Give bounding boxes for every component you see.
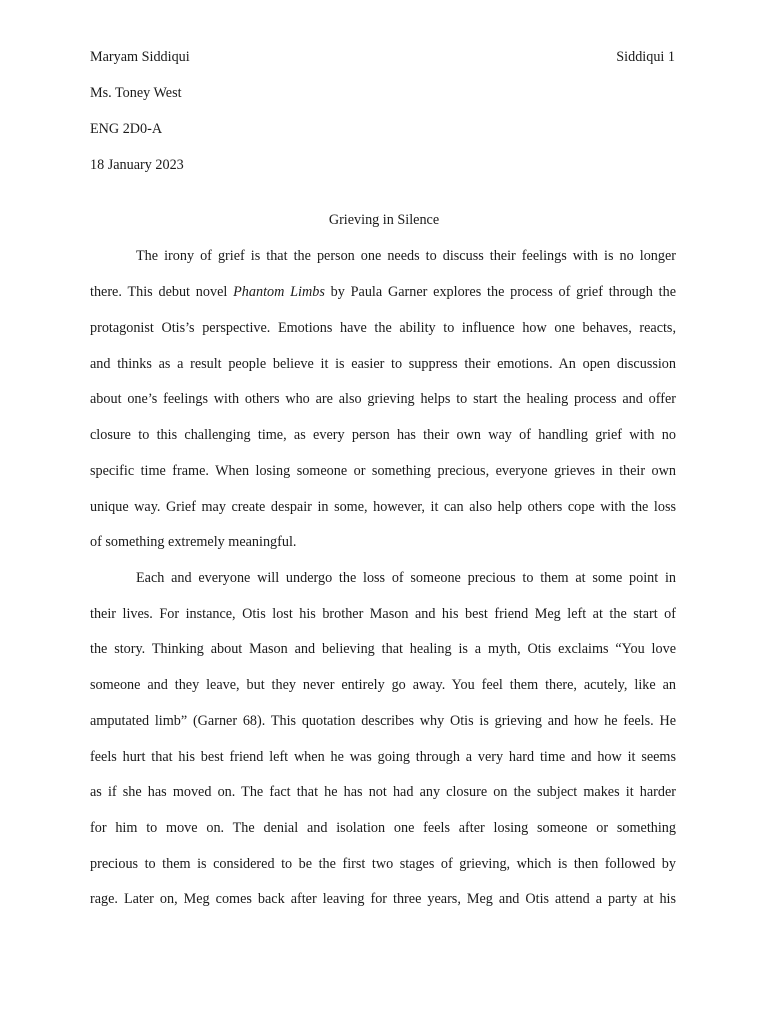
- instructor-name: Ms. Toney West: [90, 85, 182, 101]
- body-line: of something extremely meaningful.: [90, 534, 297, 550]
- author-name: Maryam Siddiqui: [90, 49, 190, 65]
- running-head: Siddiqui 1: [616, 49, 675, 65]
- body-line: protagonist Otis’s perspective. Emotions have the ability to influence how one behaves, reacts,: [90, 320, 676, 336]
- essay-date: 18 January 2023: [90, 157, 184, 173]
- body-line: The irony of grief is that the person one needs to discuss their feelings with is no longer: [136, 248, 676, 264]
- body-line: Each and everyone will undergo the loss of someone precious to them at some point in: [136, 570, 676, 586]
- body-line: about one’s feelings with others who are also grieving helps to start the healing process and offer: [90, 391, 676, 407]
- body-line: as if she has moved on. The fact that he has not had any closure on the subject makes it harder: [90, 784, 676, 800]
- body-line: unique way. Grief may create despair in some, however, it can also help others cope with the loss: [90, 499, 676, 515]
- body-line: precious to them is considered to be the first two stages of grieving, which is then followed by: [90, 856, 676, 872]
- body-line: amputated limb” (Garner 68). This quotation describes why Otis is grieving and how he feels. He: [90, 713, 676, 729]
- body-line: closure to this challenging time, as every person has their own way of handling grief with no: [90, 427, 676, 443]
- body-line: their lives. For instance, Otis lost his brother Mason and his best friend Meg left at the start of: [90, 606, 676, 622]
- body-line: someone and they leave, but they never entirely go away. You feel them there, acutely, like an: [90, 677, 676, 693]
- body-line: specific time frame. When losing someone or something precious, everyone grieves in their own: [90, 463, 676, 479]
- essay-title: Grieving in Silence: [328, 212, 440, 228]
- body-line: rage. Later on, Meg comes back after leaving for three years, Meg and Otis attend a party at his: [90, 891, 676, 907]
- book-title: Phantom Limbs: [233, 284, 325, 300]
- course-code: ENG 2D0-A: [90, 121, 163, 137]
- body-line: there. This debut novel Phantom Limbs by Paula Garner explores the process of grief through the: [90, 284, 676, 300]
- body-line: for him to move on. The denial and isolation one feels after losing someone or something: [90, 820, 676, 836]
- body-line: the story. Thinking about Mason and believing that healing is a myth, Otis exclaims “You love: [90, 641, 676, 657]
- body-line: and thinks as a result people believe it is easier to suppress their emotions. An open discussion: [90, 356, 676, 372]
- body-line: feels hurt that his best friend left when he was going through a very hard time and how it seems: [90, 749, 676, 765]
